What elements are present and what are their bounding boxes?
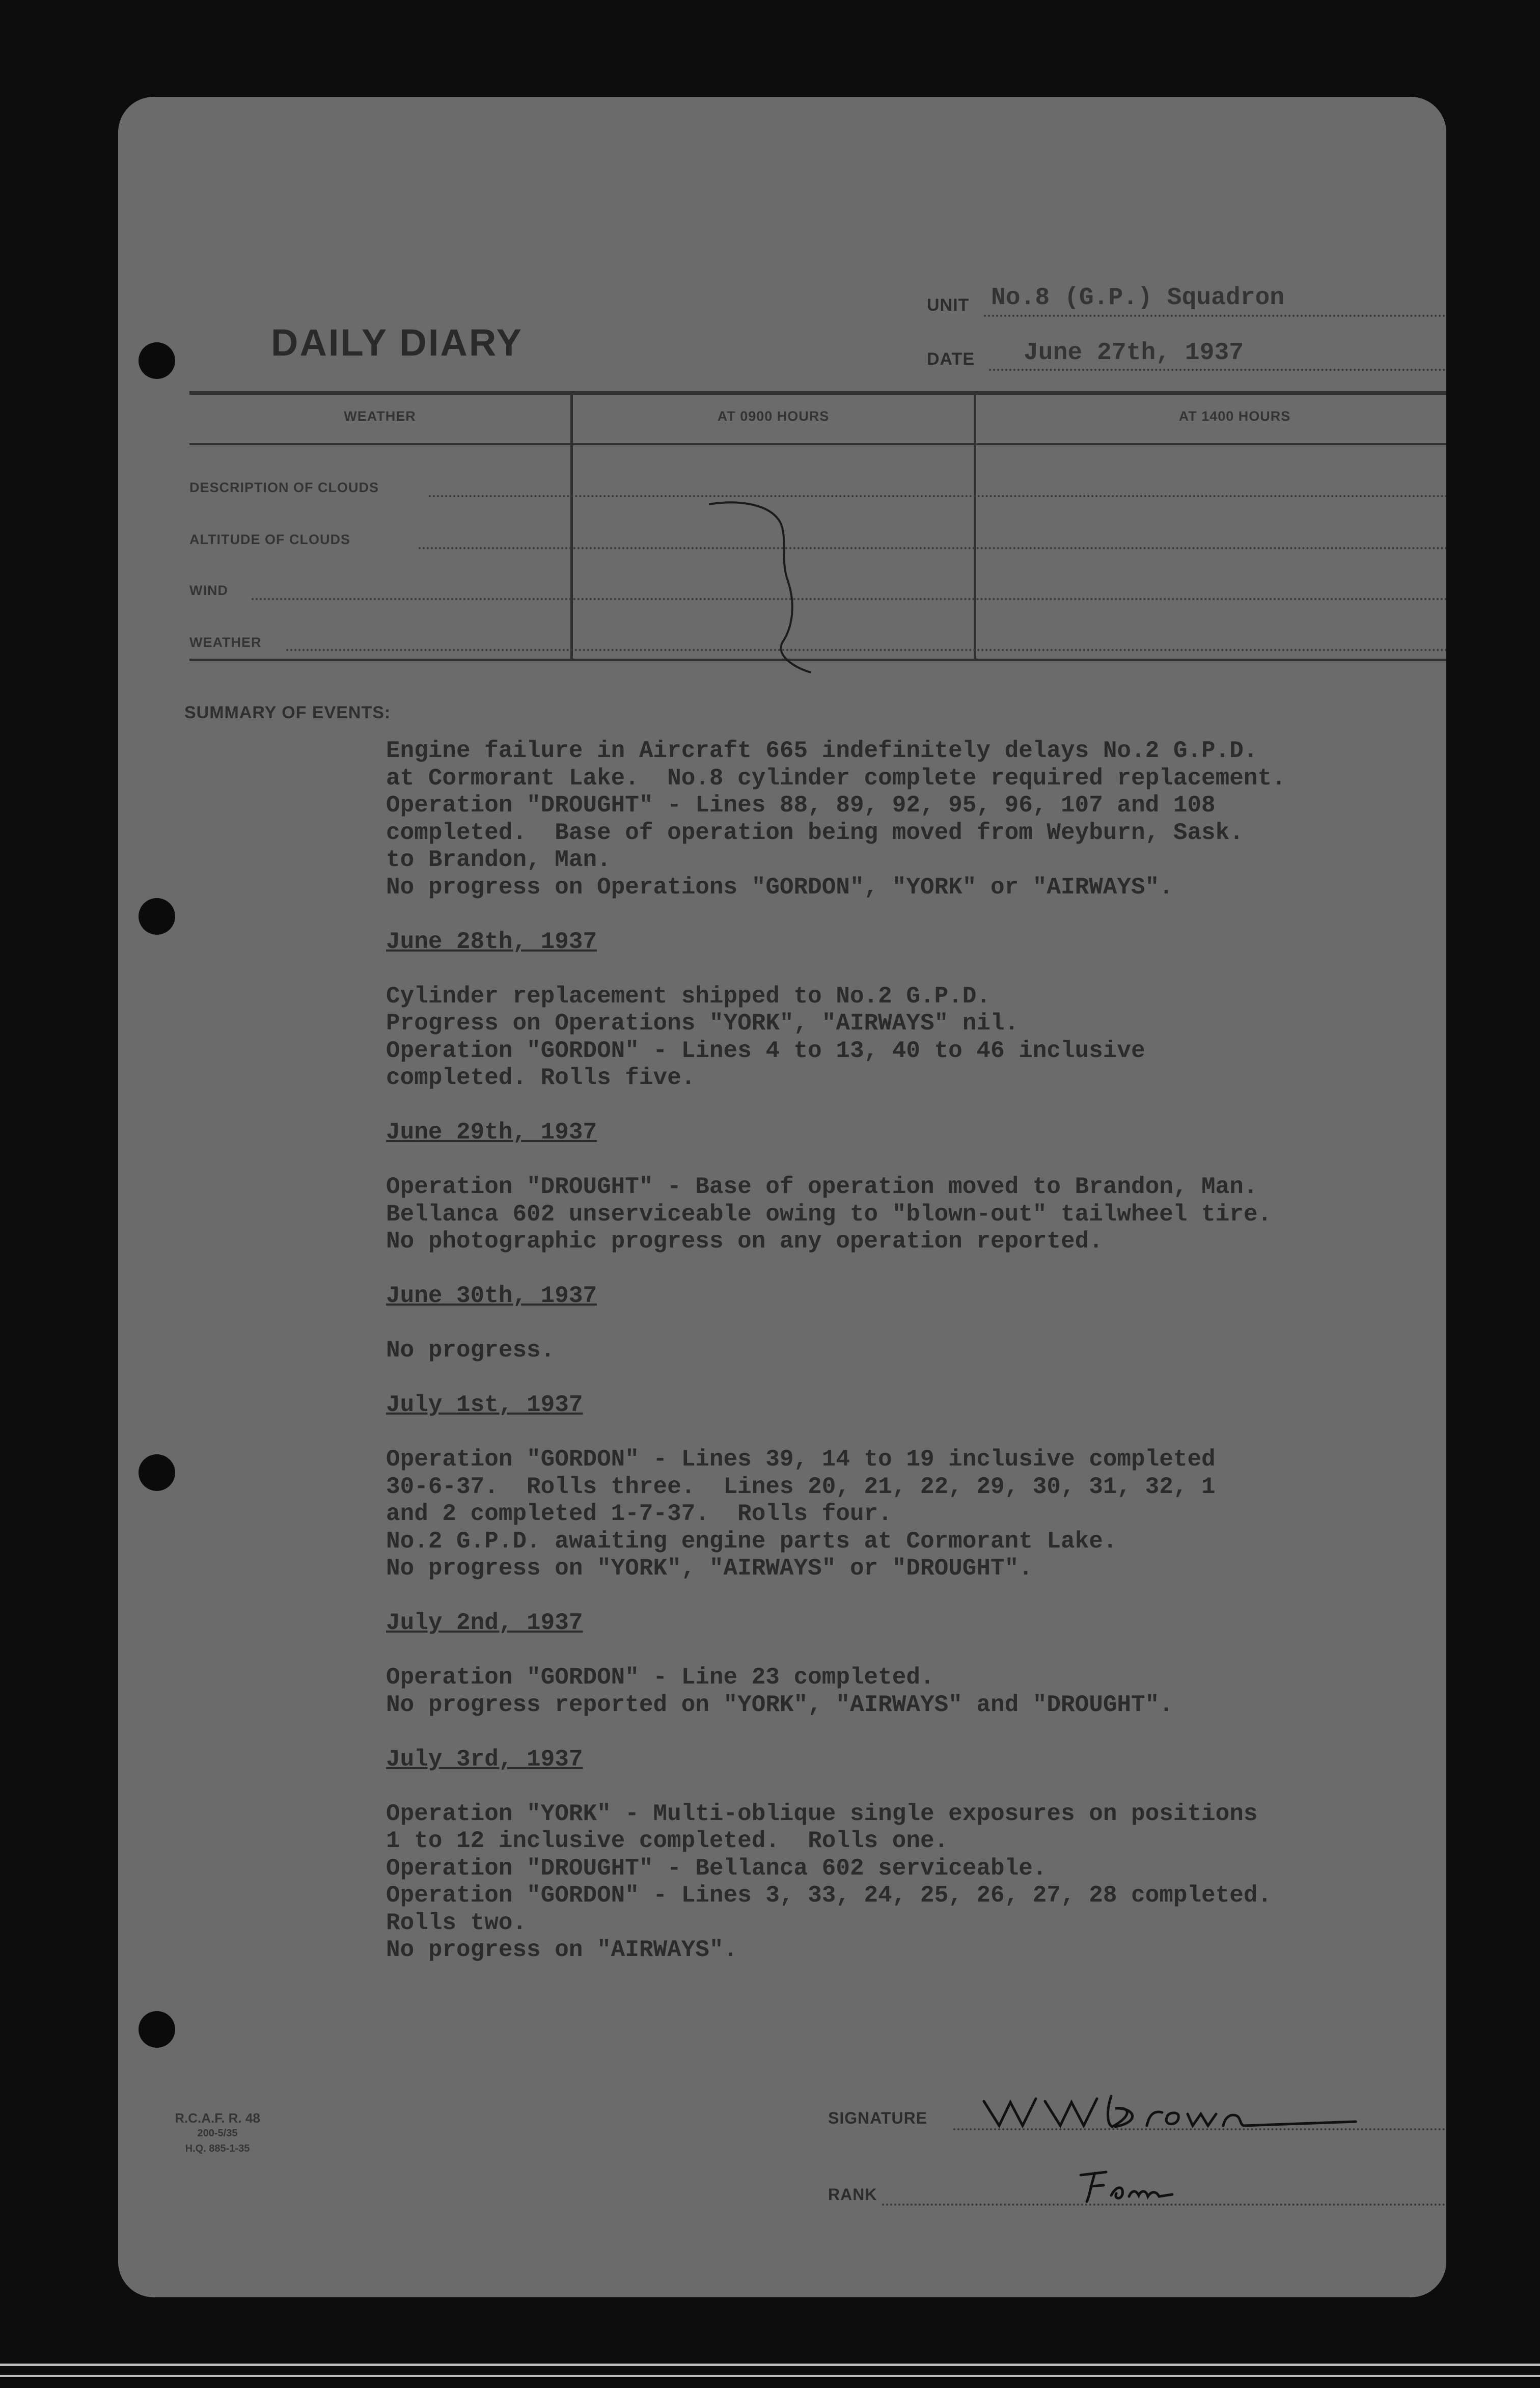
- date-underline: [989, 369, 1446, 371]
- binder-hole: [139, 1454, 175, 1491]
- entry-line: Operation "GORDON" - Lines 39, 14 to 19 inclusive completed: [386, 1446, 1216, 1473]
- entry-date: July 2nd, 1937: [386, 1610, 583, 1636]
- summary-line: at Cormorant Lake. No.8 cylinder complete required replacement.: [386, 765, 1286, 792]
- summary-of-events: [386, 738, 1430, 1991]
- table-col-divider: [974, 394, 976, 659]
- entry-line: Progress on Operations "YORK", "AIRWAYS" nil.: [386, 1010, 1019, 1037]
- scan-edge-bottom: [0, 2364, 1540, 2366]
- signature-label: SIGNATURE: [828, 2109, 928, 2127]
- entry-line: Operation "YORK" - Multi-oblique single exposures on positions: [386, 1800, 1258, 1827]
- col-weather: WEATHER: [344, 409, 416, 424]
- entry-line: and 2 completed 1-7-37. Rolls four.: [386, 1501, 892, 1527]
- row-wind: WIND: [189, 583, 228, 598]
- diary-entry: [386, 1746, 1430, 1964]
- entry-line: No.2 G.P.D. awaiting engine parts at Cormorant Lake.: [386, 1528, 1117, 1555]
- entry-line: Operation "GORDON" - Lines 4 to 13, 40 to 46 inclusive: [386, 1037, 1145, 1064]
- row-rule: [429, 495, 1446, 497]
- entry-line: No progress on "AIRWAYS".: [386, 1937, 738, 1963]
- summary-intro: [386, 738, 1430, 901]
- unit-label: UNIT: [927, 295, 970, 315]
- date-label: DATE: [927, 349, 975, 369]
- rank-label: RANK: [828, 2185, 877, 2204]
- form-number-line: R.C.A.F. R. 48: [175, 2110, 260, 2126]
- summary-line: No progress on Operations "GORDON", "YORK" or "AIRWAYS".: [386, 874, 1173, 901]
- summary-line: to Brandon, Man.: [386, 847, 611, 873]
- table-col-divider: [570, 394, 573, 659]
- form-number: [169, 2110, 266, 2156]
- binder-hole: [139, 898, 175, 935]
- entry-line: Rolls two.: [386, 1909, 527, 1936]
- diary-entry: [386, 1119, 1430, 1256]
- row-description-of-clouds: DESCRIPTION OF CLOUDS: [189, 480, 379, 495]
- entry-date: June 30th, 1937: [386, 1283, 597, 1309]
- diary-entry: [386, 1610, 1430, 1719]
- entry-line: completed. Rolls five.: [386, 1065, 696, 1091]
- diary-entry: [386, 1283, 1430, 1365]
- page-title: DAILY DIARY: [271, 321, 523, 364]
- entry-line: Operation "DROUGHT" - Base of operation moved to Brandon, Man.: [386, 1174, 1258, 1200]
- entry-date: July 1st, 1937: [386, 1392, 583, 1418]
- table-top-rule: [189, 391, 1446, 395]
- summary-line: Engine failure in Aircraft 665 indefinitely delays No.2 G.P.D.: [386, 738, 1258, 764]
- diary-entry: [386, 1392, 1430, 1583]
- unit-value: No.8 (G.P.) Squadron: [991, 284, 1285, 312]
- entry-line: Operation "DROUGHT" - Bellanca 602 serviceable.: [386, 1855, 1047, 1882]
- scan-edge-bottom-2: [0, 2375, 1540, 2377]
- row-rule: [419, 547, 1446, 549]
- entry-line: No progress.: [386, 1337, 555, 1364]
- pen-stroke-mark: [704, 494, 867, 759]
- row-altitude-of-clouds: ALTITUDE OF CLOUDS: [189, 532, 350, 547]
- binder-hole: [139, 2011, 175, 2048]
- entry-line: Bellanca 602 unserviceable owing to "blown-out" tailwheel tire.: [386, 1201, 1272, 1228]
- summary-label: SUMMARY OF EVENTS:: [184, 703, 391, 722]
- diary-page: [118, 97, 1446, 2297]
- table-header-rule: [189, 443, 1446, 445]
- entry-date: June 29th, 1937: [386, 1119, 597, 1146]
- date-value: June 27th, 1937: [1024, 339, 1244, 367]
- col-1400: AT 1400 HOURS: [1178, 409, 1291, 424]
- row-weather: WEATHER: [189, 635, 262, 650]
- entry-line: No progress reported on "YORK", "AIRWAYS" and "DROUGHT".: [386, 1691, 1173, 1718]
- diary-entry: [386, 929, 1430, 1092]
- rank-handwriting: [1076, 2165, 1177, 2206]
- entry-line: No progress on "YORK", "AIRWAYS" or "DROUGHT".: [386, 1555, 1033, 1582]
- entry-line: Cylinder replacement shipped to No.2 G.P.D.: [386, 983, 991, 1010]
- entry-line: 1 to 12 inclusive completed. Rolls one.: [386, 1828, 949, 1854]
- entry-date: July 3rd, 1937: [386, 1746, 583, 1773]
- entry-line: Operation "GORDON" - Line 23 completed.: [386, 1664, 934, 1691]
- summary-line: completed. Base of operation being moved from Weyburn, Sask.: [386, 819, 1244, 846]
- entry-date: June 28th, 1937: [386, 928, 597, 955]
- unit-underline: [984, 315, 1446, 317]
- entry-line: Operation "GORDON" - Lines 3, 33, 24, 25, 26, 27, 28 completed.: [386, 1882, 1272, 1909]
- signature-handwriting: [979, 2086, 1366, 2132]
- summary-line: Operation "DROUGHT" - Lines 88, 89, 92, 95, 96, 107 and 108: [386, 792, 1216, 819]
- form-number-line: 200-5/35: [197, 2128, 238, 2139]
- entry-line: No photographic progress on any operation reported.: [386, 1228, 1103, 1255]
- form-number-line: H.Q. 885-1-35: [185, 2143, 250, 2154]
- col-0900: AT 0900 HOURS: [717, 409, 830, 424]
- entry-line: 30-6-37. Rolls three. Lines 20, 21, 22, 29, 30, 31, 32, 1: [386, 1473, 1216, 1500]
